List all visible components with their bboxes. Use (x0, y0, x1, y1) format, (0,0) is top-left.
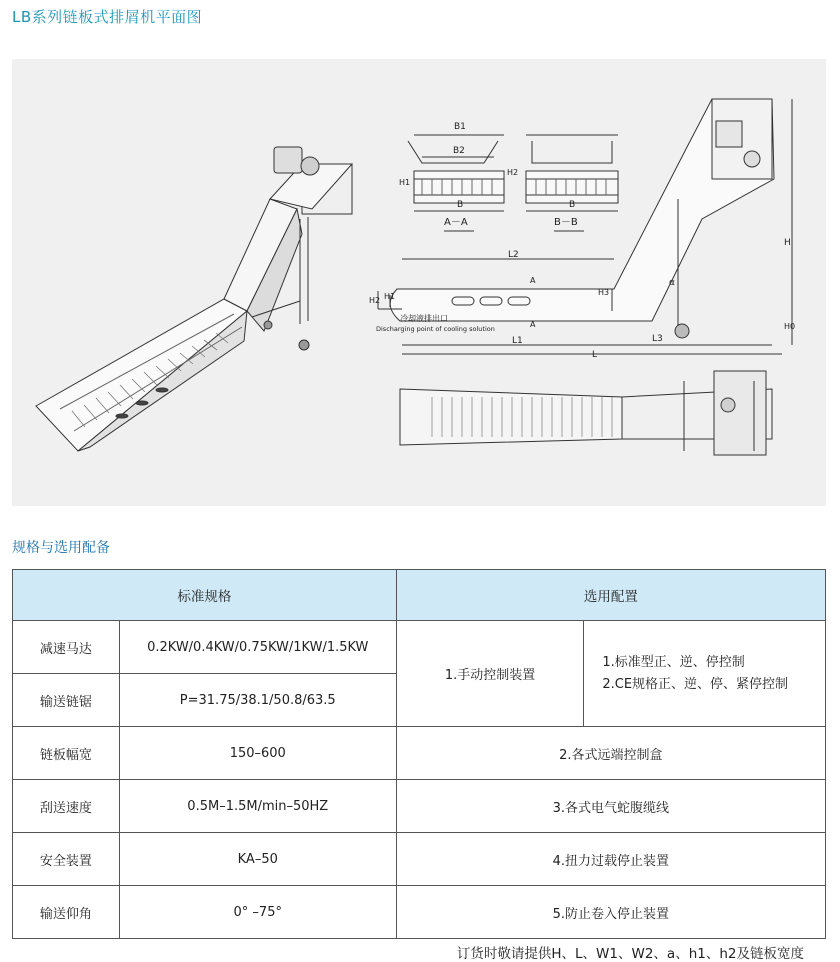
angle-alpha-label: α (669, 278, 675, 288)
row-value: 0° –75° (119, 886, 396, 939)
dim-h1-side-label: H1 (384, 292, 396, 301)
header-standard: 标准规格 (13, 570, 397, 621)
drawing-panel (12, 59, 826, 506)
row-value: P=31.75/38.1/50.8/63.5 (119, 674, 396, 727)
section-a-marker-top: A (530, 276, 536, 285)
row-value: 0.2KW/0.4KW/0.75KW/1KW/1.5KW (119, 621, 396, 674)
row-name: 刮送速度 (13, 780, 120, 833)
table-header-row (13, 570, 826, 621)
optional-item: 5.防止卷入停止装置 (396, 886, 825, 939)
perspective-view (36, 147, 352, 451)
table-row (13, 780, 826, 833)
row-value: KA–50 (119, 833, 396, 886)
discharge-label-cn: 冷却液排出口 (400, 314, 448, 323)
dim-b-label-bb: B (569, 200, 576, 210)
optional-item: 1.手动控制装置 (396, 621, 584, 727)
spec-table (12, 569, 826, 939)
header-optional: 选用配置 (396, 570, 825, 621)
dim-b1-label: B1 (454, 122, 466, 132)
dim-h0-label: H0 (784, 322, 796, 331)
dim-h2-label: H2 (507, 168, 519, 177)
optional-sublist (584, 621, 826, 727)
dim-l1-label: L1 (512, 336, 523, 346)
row-name: 安全装置 (13, 833, 120, 886)
dim-h3-label: H3 (598, 288, 610, 297)
page-title: LB系列链板式排屑机平面图 (12, 8, 203, 26)
table-row (13, 833, 826, 886)
optional-item: 2.各式远端控制盒 (396, 727, 825, 780)
section-aa-label: A－A (444, 217, 468, 228)
row-name: 输送仰角 (13, 886, 120, 939)
table-row (13, 727, 826, 780)
row-value: 150–600 (119, 727, 396, 780)
dim-l2-label: L2 (508, 250, 519, 260)
optional-subitem: 1.标准型正、逆、停控制 (602, 654, 745, 670)
section-bb-label: B－B (554, 217, 578, 228)
dim-h-label: H (784, 238, 791, 248)
dim-b-label: B (457, 200, 464, 210)
plan-view (400, 371, 772, 455)
row-name: 链板幅宽 (13, 727, 120, 780)
dim-l3-label: L3 (652, 334, 663, 344)
row-name: 减速马达 (13, 621, 120, 674)
conveyor-drawing (12, 59, 826, 506)
row-value: 0.5M–1.5M/min–50HZ (119, 780, 396, 833)
row-name: 输送链锯 (13, 674, 120, 727)
optional-item: 4.扭力过载停止装置 (396, 833, 825, 886)
discharge-label-en: Discharging point of cooling solution (376, 325, 495, 333)
order-note: 订货时敬请提供H、L、W1、W2、a、h1、h2及链板宽度 (456, 946, 804, 962)
table-row (13, 886, 826, 939)
optional-subitem: 2.CE规格正、逆、停、紧停控制 (602, 676, 789, 692)
dim-h1-label: H1 (399, 178, 411, 187)
dim-h2-side-label: H2 (369, 296, 381, 305)
dim-b2-label: B2 (453, 146, 465, 156)
optional-item: 3.各式电气蛇腹缆线 (396, 780, 825, 833)
table-row (13, 621, 826, 674)
section-title: 规格与选用配备 (12, 540, 110, 556)
dim-l-label: L (592, 350, 598, 360)
section-a-marker-bottom: A (530, 320, 536, 329)
